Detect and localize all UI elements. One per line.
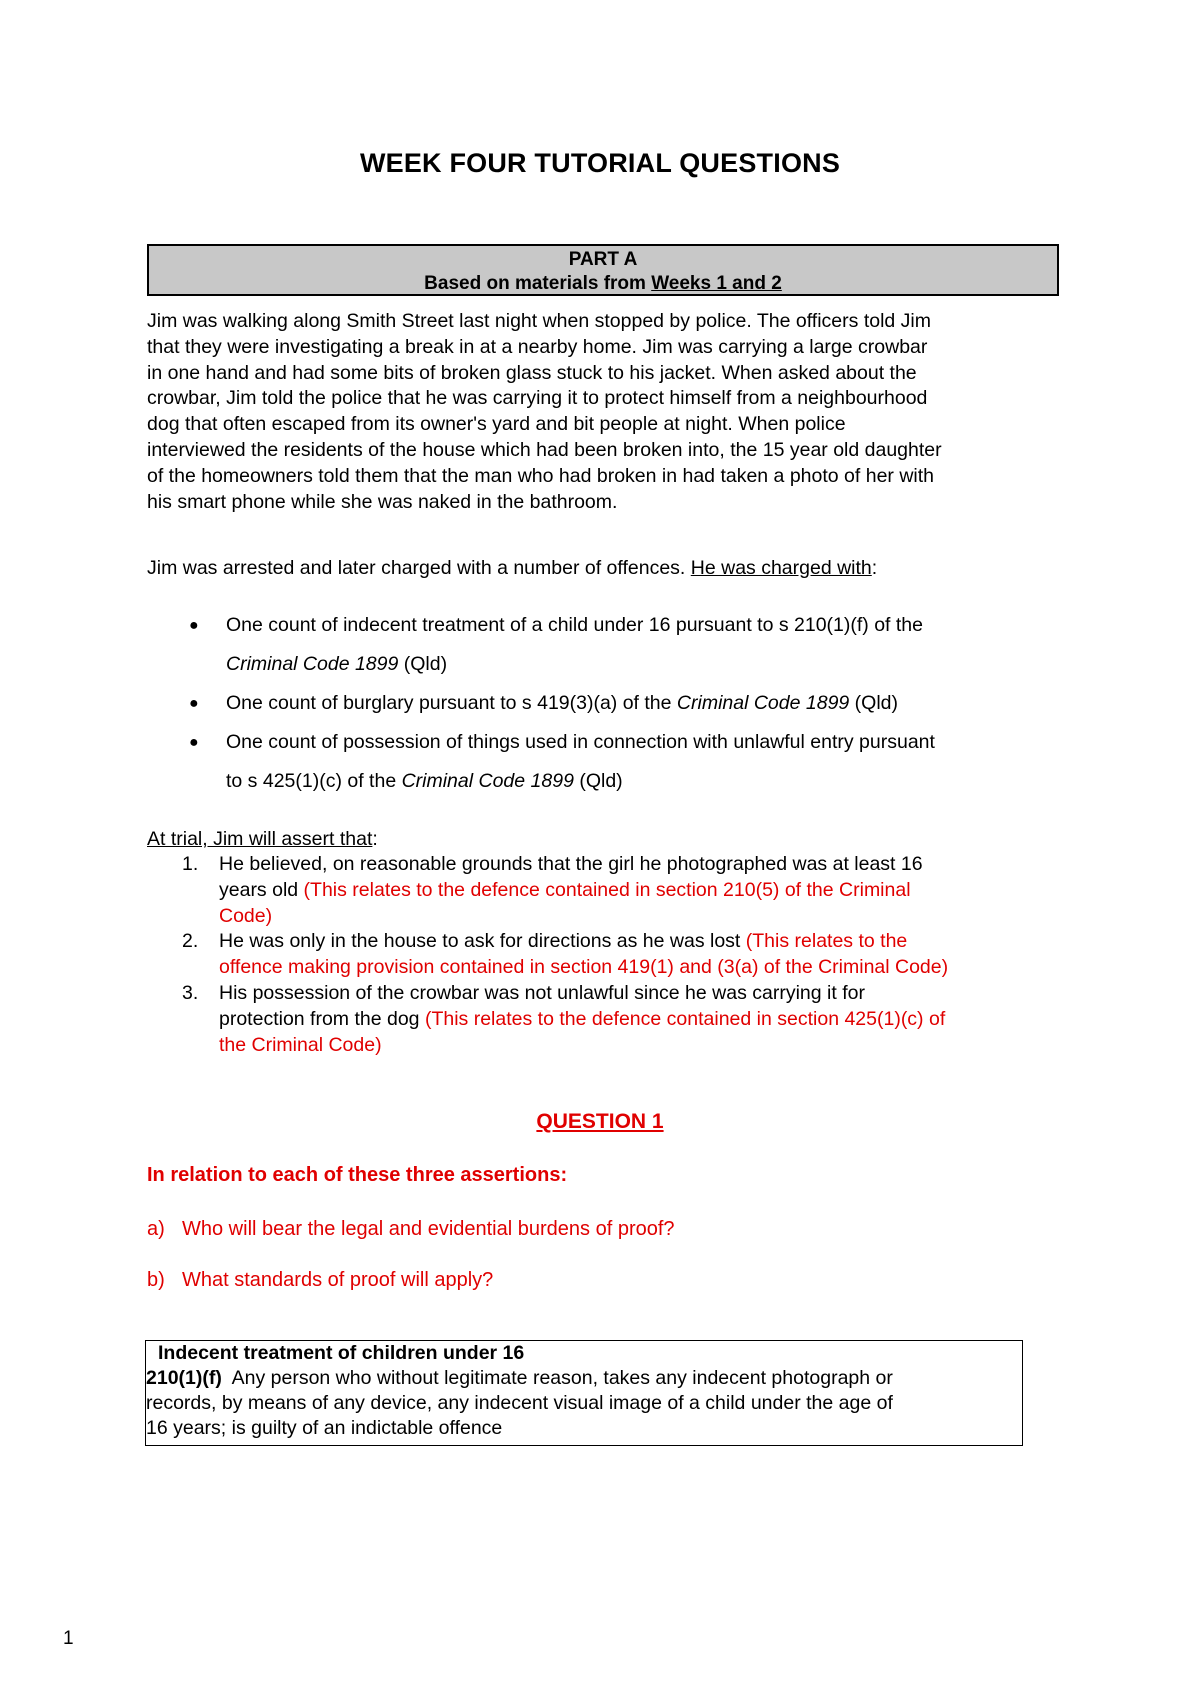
scenario-line: dog that often escaped from its owner's yard and bit people at night. When police	[147, 413, 846, 436]
charged-with-underlined: He was charged with	[690, 557, 872, 579]
page-number: 1	[63, 1628, 74, 1649]
bullet-icon: ●	[189, 695, 199, 712]
scenario-line: in one hand and had some bits of broken glass stuck to his jacket. When asked about the	[147, 361, 917, 384]
charges-list	[147, 606, 1047, 801]
question-item-a: a) Who will bear the legal and evidential burdens of proof?	[147, 1218, 675, 1240]
bullet-icon: ●	[189, 734, 199, 751]
assertion-item: 3. His possession of the crowbar was not unlawful since he was carrying it for protection from the dog (This relates to the defence contained in section 425(1)(c) of the Criminal Code)	[182, 981, 946, 1056]
legislation-extract-box	[145, 1340, 1023, 1446]
assertion-item: 1. He believed, on reasonable grounds that the girl he photographed was at least 16 years old (This relates to the defence contained in section 210(5) of the Criminal Code)	[182, 853, 923, 927]
scenario-line: that they were investigating a break in at a nearby home. Jim was carrying a large crowbar	[147, 335, 928, 358]
charge-item: ● One count of indecent treatment of a child under 16 pursuant to s 210(1)(f) of the Criminal Code 1899 (Qld)	[147, 606, 1047, 684]
extract-heading: Indecent treatment of children under 16	[158, 1342, 525, 1364]
assertion-item: 2. He was only in the house to ask for directions as he was lost (This relates to the offence making provision contained in section 419(1) and (3(a) of the Criminal Code)	[182, 930, 949, 979]
part-label: PART A	[568, 249, 638, 270]
list-number: 3.	[182, 981, 199, 1004]
scenario-line: interviewed the residents of the house which had been broken into, the 15 year old daughter	[147, 438, 942, 461]
charge-item: ● One count of burglary pursuant to s 419(3)(a) of the Criminal Code 1899 (Qld)	[147, 684, 1047, 723]
scenario-line: of the homeowners told them that the man who had broken in had taken a photo of her with	[147, 464, 934, 487]
extract-line: 210(1)(f) Any person who without legitimate reason, takes any indecent photograph or	[146, 1367, 893, 1389]
scenario-line: Jim was walking along Smith Street last night when stopped by police. The officers told Jim	[147, 310, 931, 332]
part-a-banner	[147, 244, 1059, 296]
bullet-icon: ●	[189, 617, 199, 634]
extract-line: 16 years; is guilty of an indictable offence	[146, 1417, 503, 1439]
question-heading: QUESTION 1	[536, 1110, 664, 1133]
part-subtitle: Based on materials from Weeks 1 and 2	[424, 273, 782, 294]
weeks-reference: Weeks 1 and 2	[651, 273, 782, 294]
page-title: WEEK FOUR TUTORIAL QUESTIONS	[359, 148, 841, 178]
extract-line: records, by means of any device, any indecent visual image of a child under the age of	[146, 1392, 893, 1414]
charge-item: ● One count of possession of things used in connection with unlawful entry pursuant to s 425(1)(c) of the Criminal Code 1899 (Qld)	[147, 723, 1047, 801]
charges-intro: Jim was arrested and later charged with a number of offences. He was charged with:	[147, 557, 878, 579]
list-number: 2.	[182, 930, 199, 953]
assertions-intro: At trial, Jim will assert that:	[147, 828, 378, 850]
question-intro: In relation to each of these three assertions:	[147, 1164, 568, 1186]
question-item-b: b) What standards of proof will apply?	[147, 1269, 494, 1291]
scenario-line: crowbar, Jim told the police that he was carrying it to protect himself from a neighbourhood	[147, 387, 928, 410]
assertions-list	[147, 852, 1077, 1058]
list-number: 1.	[182, 853, 199, 875]
scenario-line: his smart phone while she was naked in the bathroom.	[147, 490, 618, 513]
scenario-paragraph	[147, 309, 1067, 515]
